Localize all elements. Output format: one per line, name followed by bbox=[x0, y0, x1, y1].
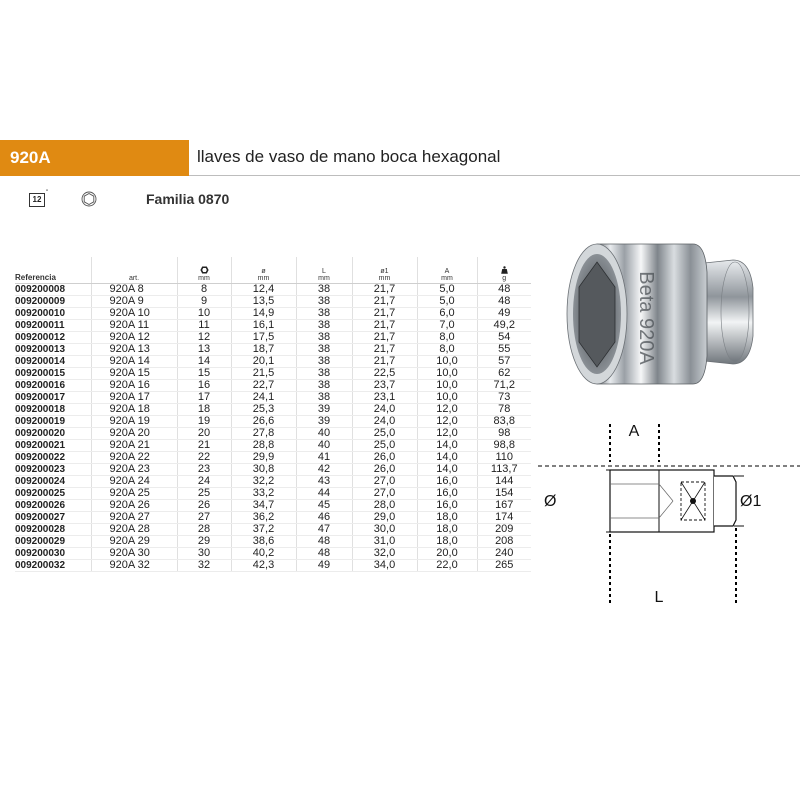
referencia-cell: 009200015 bbox=[15, 367, 91, 379]
table-row bbox=[15, 283, 531, 295]
opening-cell: 32 bbox=[177, 559, 231, 571]
col-header-unit: art. bbox=[128, 274, 140, 282]
length-cell: 38 bbox=[296, 391, 352, 403]
length-cell: 40 bbox=[296, 427, 352, 439]
referencia-cell: 009200013 bbox=[15, 343, 91, 355]
diameter1-cell: 22,5 bbox=[352, 367, 417, 379]
diameter1-cell: 21,7 bbox=[352, 343, 417, 355]
a-cell: 18,0 bbox=[417, 535, 477, 547]
a-cell: 5,0 bbox=[417, 295, 477, 307]
col-header-label: ø1 bbox=[380, 267, 389, 275]
weight-cell: 144 bbox=[477, 475, 531, 487]
referencia-cell: 009200012 bbox=[15, 331, 91, 343]
art-cell: 920A 15 bbox=[91, 367, 177, 379]
art-cell: 920A 8 bbox=[91, 283, 177, 295]
diameter1-cell: 32,0 bbox=[352, 547, 417, 559]
diameter1-cell: 29,0 bbox=[352, 511, 417, 523]
diameter1-cell: 26,0 bbox=[352, 463, 417, 475]
a-cell: 12,0 bbox=[417, 427, 477, 439]
a-cell: 16,0 bbox=[417, 499, 477, 511]
page-title: llaves de vaso de mano boca hexagonal bbox=[197, 147, 501, 166]
table-row bbox=[15, 475, 531, 487]
table-row bbox=[15, 535, 531, 547]
length-cell: 38 bbox=[296, 331, 352, 343]
col-header-opening bbox=[177, 257, 231, 283]
opening-cell: 17 bbox=[177, 391, 231, 403]
col-header-unit: g bbox=[502, 274, 507, 282]
weight-cell: 98,8 bbox=[477, 439, 531, 451]
opening-cell: 20 bbox=[177, 427, 231, 439]
table-row bbox=[15, 451, 531, 463]
length-cell: 43 bbox=[296, 475, 352, 487]
length-cell: 38 bbox=[296, 295, 352, 307]
diameter-cell: 24,1 bbox=[231, 391, 296, 403]
weight-cell: 55 bbox=[477, 343, 531, 355]
a-cell: 5,0 bbox=[417, 283, 477, 295]
col-header-unit: mm bbox=[378, 274, 391, 282]
referencia-cell: 009200014 bbox=[15, 355, 91, 367]
hex-opening-icon bbox=[200, 266, 209, 274]
weight-cell: 62 bbox=[477, 367, 531, 379]
col-header-diameter bbox=[231, 257, 296, 283]
weight-cell: 240 bbox=[477, 547, 531, 559]
header-divider bbox=[189, 175, 800, 176]
diameter1-cell: 24,0 bbox=[352, 403, 417, 415]
a-cell: 20,0 bbox=[417, 547, 477, 559]
a-cell: 22,0 bbox=[417, 559, 477, 571]
art-cell: 920A 14 bbox=[91, 355, 177, 367]
drive-size-badge: 12 bbox=[29, 193, 45, 207]
diameter-cell: 21,5 bbox=[231, 367, 296, 379]
art-cell: 920A 22 bbox=[91, 451, 177, 463]
length-cell: 38 bbox=[296, 319, 352, 331]
diameter1-cell: 27,0 bbox=[352, 487, 417, 499]
length-cell: 48 bbox=[296, 535, 352, 547]
art-cell: 920A 24 bbox=[91, 475, 177, 487]
art-cell: 920A 12 bbox=[91, 331, 177, 343]
art-cell: 920A 20 bbox=[91, 427, 177, 439]
table-header-row bbox=[15, 257, 531, 283]
diameter-cell: 42,3 bbox=[231, 559, 296, 571]
diameter-cell: 12,4 bbox=[231, 283, 296, 295]
weight-cell: 83,8 bbox=[477, 415, 531, 427]
opening-cell: 9 bbox=[177, 295, 231, 307]
a-cell: 18,0 bbox=[417, 511, 477, 523]
col-header-label: ø bbox=[261, 267, 266, 275]
col-header-art bbox=[91, 257, 177, 283]
art-cell: 920A 19 bbox=[91, 415, 177, 427]
art-cell: 920A 29 bbox=[91, 535, 177, 547]
length-cell: 38 bbox=[296, 355, 352, 367]
table-row bbox=[15, 487, 531, 499]
referencia-cell: 009200029 bbox=[15, 535, 91, 547]
table-row bbox=[15, 319, 531, 331]
a-cell: 6,0 bbox=[417, 307, 477, 319]
table-row bbox=[15, 559, 531, 571]
col-header-weight bbox=[477, 257, 531, 283]
table-row bbox=[15, 427, 531, 439]
a-cell: 8,0 bbox=[417, 331, 477, 343]
table-row bbox=[15, 307, 531, 319]
diameter-cell: 29,9 bbox=[231, 451, 296, 463]
art-cell: 920A 32 bbox=[91, 559, 177, 571]
a-cell: 12,0 bbox=[417, 403, 477, 415]
diameter-cell: 25,3 bbox=[231, 403, 296, 415]
length-cell: 45 bbox=[296, 499, 352, 511]
length-cell: 39 bbox=[296, 415, 352, 427]
opening-cell: 10 bbox=[177, 307, 231, 319]
weight-cell: 48 bbox=[477, 295, 531, 307]
length-cell: 39 bbox=[296, 403, 352, 415]
weight-icon bbox=[501, 266, 508, 274]
referencia-cell: 009200008 bbox=[15, 283, 91, 295]
referencia-cell: 009200022 bbox=[15, 451, 91, 463]
a-cell: 14,0 bbox=[417, 439, 477, 451]
opening-cell: 14 bbox=[177, 355, 231, 367]
length-cell: 38 bbox=[296, 307, 352, 319]
diameter1-cell: 21,7 bbox=[352, 331, 417, 343]
series-code: 920A bbox=[10, 148, 51, 167]
hexagon-icon bbox=[81, 191, 97, 207]
art-cell: 920A 16 bbox=[91, 379, 177, 391]
dimension-a-label: A bbox=[628, 423, 640, 440]
length-cell: 41 bbox=[296, 451, 352, 463]
art-cell: 920A 28 bbox=[91, 523, 177, 535]
weight-cell: 113,7 bbox=[477, 463, 531, 475]
weight-cell: 209 bbox=[477, 523, 531, 535]
table-row bbox=[15, 511, 531, 523]
referencia-cell: 009200021 bbox=[15, 439, 91, 451]
opening-cell: 22 bbox=[177, 451, 231, 463]
length-cell: 47 bbox=[296, 523, 352, 535]
diameter-cell: 32,2 bbox=[231, 475, 296, 487]
length-cell: 40 bbox=[296, 439, 352, 451]
weight-cell: 265 bbox=[477, 559, 531, 571]
opening-cell: 15 bbox=[177, 367, 231, 379]
diameter1-cell: 23,7 bbox=[352, 379, 417, 391]
diameter-cell: 20,1 bbox=[231, 355, 296, 367]
weight-cell: 154 bbox=[477, 487, 531, 499]
diameter1-cell: 26,0 bbox=[352, 451, 417, 463]
a-cell: 10,0 bbox=[417, 367, 477, 379]
table-row bbox=[15, 355, 531, 367]
opening-cell: 28 bbox=[177, 523, 231, 535]
weight-cell: 110 bbox=[477, 451, 531, 463]
referencia-cell: 009200019 bbox=[15, 415, 91, 427]
socket-engraving: Beta 920A bbox=[635, 271, 657, 365]
length-cell: 42 bbox=[296, 463, 352, 475]
opening-cell: 8 bbox=[177, 283, 231, 295]
length-cell: 38 bbox=[296, 379, 352, 391]
weight-cell: 71,2 bbox=[477, 379, 531, 391]
table-row bbox=[15, 331, 531, 343]
referencia-cell: 009200017 bbox=[15, 391, 91, 403]
diameter-cell: 33,2 bbox=[231, 487, 296, 499]
diameter-cell: 18,7 bbox=[231, 343, 296, 355]
drive-size-badge-mark: " bbox=[46, 190, 49, 196]
weight-cell: 49 bbox=[477, 307, 531, 319]
family-label: Familia 0870 bbox=[146, 191, 230, 207]
table-row bbox=[15, 367, 531, 379]
art-cell: 920A 10 bbox=[91, 307, 177, 319]
table-row bbox=[15, 295, 531, 307]
length-cell: 38 bbox=[296, 367, 352, 379]
length-cell: 49 bbox=[296, 559, 352, 571]
art-cell: 920A 27 bbox=[91, 511, 177, 523]
series-code-bar bbox=[0, 140, 189, 176]
opening-cell: 29 bbox=[177, 535, 231, 547]
weight-cell: 78 bbox=[477, 403, 531, 415]
referencia-cell: 009200025 bbox=[15, 487, 91, 499]
art-cell: 920A 25 bbox=[91, 487, 177, 499]
socket-photo bbox=[555, 232, 775, 402]
opening-cell: 18 bbox=[177, 403, 231, 415]
diameter-cell: 40,2 bbox=[231, 547, 296, 559]
col-header-unit: mm bbox=[198, 274, 210, 282]
col-header-a bbox=[417, 257, 477, 283]
weight-cell: 57 bbox=[477, 355, 531, 367]
referencia-cell: 009200011 bbox=[15, 319, 91, 331]
drive-diameter-label: Ø1 bbox=[740, 493, 762, 510]
opening-cell: 12 bbox=[177, 331, 231, 343]
weight-cell: 208 bbox=[477, 535, 531, 547]
opening-cell: 13 bbox=[177, 343, 231, 355]
outer-diameter-label: Ø bbox=[544, 493, 557, 510]
referencia-cell: 009200018 bbox=[15, 403, 91, 415]
weight-cell: 48 bbox=[477, 283, 531, 295]
diameter1-cell: 28,0 bbox=[352, 499, 417, 511]
diameter-cell: 16,1 bbox=[231, 319, 296, 331]
opening-cell: 27 bbox=[177, 511, 231, 523]
table-row bbox=[15, 439, 531, 451]
art-cell: 920A 30 bbox=[91, 547, 177, 559]
weight-cell: 73 bbox=[477, 391, 531, 403]
weight-cell: 174 bbox=[477, 511, 531, 523]
art-cell: 920A 17 bbox=[91, 391, 177, 403]
col-header-diameter1 bbox=[352, 257, 417, 283]
referencia-cell: 009200027 bbox=[15, 511, 91, 523]
diameter1-cell: 23,1 bbox=[352, 391, 417, 403]
referencia-cell: 009200016 bbox=[15, 379, 91, 391]
weight-cell: 98 bbox=[477, 427, 531, 439]
diameter1-cell: 34,0 bbox=[352, 559, 417, 571]
col-header-length bbox=[296, 257, 352, 283]
weight-cell: 167 bbox=[477, 499, 531, 511]
referencia-cell: 009200030 bbox=[15, 547, 91, 559]
diameter-cell: 30,8 bbox=[231, 463, 296, 475]
weight-cell: 49,2 bbox=[477, 319, 531, 331]
diameter1-cell: 27,0 bbox=[352, 475, 417, 487]
referencia-cell: 009200023 bbox=[15, 463, 91, 475]
diameter1-cell: 24,0 bbox=[352, 415, 417, 427]
weight-cell: 54 bbox=[477, 331, 531, 343]
a-cell: 16,0 bbox=[417, 487, 477, 499]
a-cell: 10,0 bbox=[417, 391, 477, 403]
art-cell: 920A 26 bbox=[91, 499, 177, 511]
referencia-cell: 009200026 bbox=[15, 499, 91, 511]
diameter1-cell: 25,0 bbox=[352, 439, 417, 451]
diameter-cell: 34,7 bbox=[231, 499, 296, 511]
a-cell: 14,0 bbox=[417, 451, 477, 463]
length-cell: 46 bbox=[296, 511, 352, 523]
art-cell: 920A 18 bbox=[91, 403, 177, 415]
diameter-cell: 26,6 bbox=[231, 415, 296, 427]
length-cell: 44 bbox=[296, 487, 352, 499]
diameter1-cell: 21,7 bbox=[352, 295, 417, 307]
opening-cell: 24 bbox=[177, 475, 231, 487]
a-cell: 18,0 bbox=[417, 523, 477, 535]
art-cell: 920A 9 bbox=[91, 295, 177, 307]
diameter-cell: 36,2 bbox=[231, 511, 296, 523]
col-header-label: L bbox=[322, 267, 326, 275]
art-cell: 920A 11 bbox=[91, 319, 177, 331]
dimension-diagram bbox=[538, 414, 800, 614]
art-cell: 920A 13 bbox=[91, 343, 177, 355]
table-row bbox=[15, 343, 531, 355]
diameter-cell: 37,2 bbox=[231, 523, 296, 535]
art-cell: 920A 21 bbox=[91, 439, 177, 451]
diameter1-cell: 31,0 bbox=[352, 535, 417, 547]
table-row bbox=[15, 415, 531, 427]
opening-cell: 21 bbox=[177, 439, 231, 451]
table-row bbox=[15, 403, 531, 415]
opening-cell: 30 bbox=[177, 547, 231, 559]
referencia-cell: 009200028 bbox=[15, 523, 91, 535]
referencia-cell: 009200009 bbox=[15, 295, 91, 307]
length-cell: 48 bbox=[296, 547, 352, 559]
table-row bbox=[15, 463, 531, 475]
a-cell: 12,0 bbox=[417, 415, 477, 427]
length-cell: 38 bbox=[296, 283, 352, 295]
opening-cell: 25 bbox=[177, 487, 231, 499]
diameter-cell: 22,7 bbox=[231, 379, 296, 391]
table-body bbox=[15, 283, 531, 571]
a-cell: 10,0 bbox=[417, 379, 477, 391]
a-cell: 14,0 bbox=[417, 463, 477, 475]
length-label: L bbox=[654, 589, 664, 606]
diameter-cell: 17,5 bbox=[231, 331, 296, 343]
diameter-cell: 14,9 bbox=[231, 307, 296, 319]
col-header-label: Referencia bbox=[15, 272, 56, 282]
col-header-label: A bbox=[444, 267, 450, 275]
col-header-unit: mm bbox=[318, 274, 330, 282]
referencia-cell: 009200032 bbox=[15, 559, 91, 571]
referencia-cell: 009200010 bbox=[15, 307, 91, 319]
diameter1-cell: 21,7 bbox=[352, 319, 417, 331]
referencia-cell: 009200024 bbox=[15, 475, 91, 487]
table-row bbox=[15, 391, 531, 403]
art-cell: 920A 23 bbox=[91, 463, 177, 475]
diameter-cell: 28,8 bbox=[231, 439, 296, 451]
a-cell: 8,0 bbox=[417, 343, 477, 355]
a-cell: 10,0 bbox=[417, 355, 477, 367]
opening-cell: 19 bbox=[177, 415, 231, 427]
referencia-cell: 009200020 bbox=[15, 427, 91, 439]
opening-cell: 16 bbox=[177, 379, 231, 391]
col-header-unit: mm bbox=[257, 274, 270, 282]
diameter1-cell: 21,7 bbox=[352, 355, 417, 367]
opening-cell: 11 bbox=[177, 319, 231, 331]
table-row bbox=[15, 523, 531, 535]
diameter-cell: 38,6 bbox=[231, 535, 296, 547]
col-header-referencia bbox=[15, 257, 91, 283]
diameter1-cell: 21,7 bbox=[352, 307, 417, 319]
diameter1-cell: 25,0 bbox=[352, 427, 417, 439]
a-cell: 7,0 bbox=[417, 319, 477, 331]
diameter-cell: 27,8 bbox=[231, 427, 296, 439]
diameter-cell: 13,5 bbox=[231, 295, 296, 307]
table-row bbox=[15, 547, 531, 559]
diameter1-cell: 30,0 bbox=[352, 523, 417, 535]
table-row bbox=[15, 499, 531, 511]
diameter1-cell: 21,7 bbox=[352, 283, 417, 295]
spec-table bbox=[15, 257, 531, 572]
col-header-unit: mm bbox=[441, 274, 453, 282]
length-cell: 38 bbox=[296, 343, 352, 355]
a-cell: 16,0 bbox=[417, 475, 477, 487]
opening-cell: 23 bbox=[177, 463, 231, 475]
table-row bbox=[15, 379, 531, 391]
opening-cell: 26 bbox=[177, 499, 231, 511]
